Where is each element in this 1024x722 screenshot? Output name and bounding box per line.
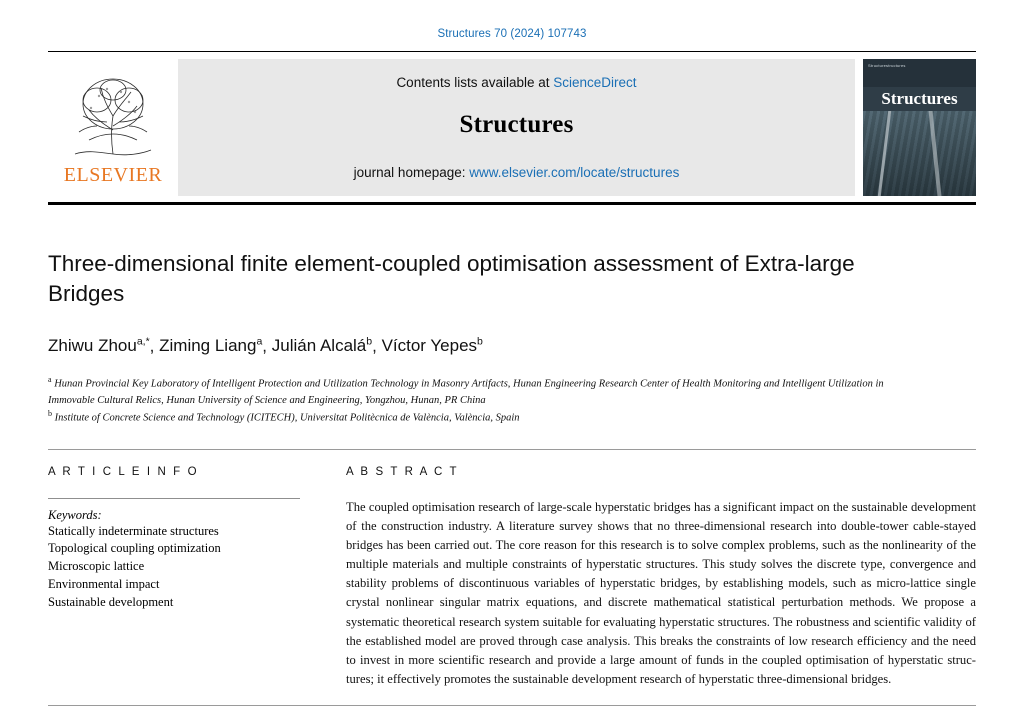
contents-line (396, 75, 636, 90)
homepage-line (354, 165, 680, 180)
info-abstract-columns (48, 466, 976, 689)
abstract-heading: A B S T R A C T (346, 465, 459, 478)
affiliation-a-text: Hunan Provincial Key Laboratory of Intelligent Protection and Utilization Technology in Masonry Artifacts, Hunan Engineering Research Center of Health Monitoring and Intelligent Utilization in Immovable Cultural Relics, Hunan University of Science and Engineering, Yongzhou, Hunan, PR China (48, 378, 884, 406)
cover-title: Structures (863, 87, 976, 111)
journal-band (178, 59, 855, 196)
author-1 (48, 336, 150, 355)
author-3-name: Julián Alcalá (271, 336, 367, 356)
article-info-column (48, 466, 300, 689)
keyword-item: Microscopic lattice (48, 559, 145, 574)
abstract-text: The coupled optimisation research of large-scale hyperstatic bridges has a significant impact on the sustainable development of the construction industry. A literature survey shows that no three-dimensional research into double-tower cable-stayed bridges has been carried out. The core reason for this research is to solve complex problems, such as the nonlinearity of the multiple materials and multiple constraints of hyperstatic structures. This study solves the discrete type, convergence and stability problems of discontinuous variables of hyperstatic bridges, by establishing models, such as micro-lattice single crystal nonlinear singular matrix equations, and discrete mathematical statistical perturbation methods. We propose a systematic theoretical research system suitable for evaluating hyperstatic structures. The robustness and scientific validity of the established model are proved through case analysis. This breaks the constraints of low research efficiency and the need to invest in more scientific research and provide a large amount of funds in the coupled optimisation of hyperstatic struc-tures; it effectively promotes the sustainable development research of hyperstatic three-dimensional bridges. (346, 499, 976, 686)
author-2 (159, 336, 262, 355)
elsevier-wordmark: ELSEVIER (63, 164, 163, 186)
author-1-name: Zhiwu Zhou (48, 336, 137, 356)
elsevier-logo (48, 59, 178, 196)
affiliation-b (48, 408, 928, 426)
sciencedirect-link[interactable]: ScienceDirect (553, 75, 637, 90)
author-4-name: Víctor Yepes (381, 336, 478, 356)
affiliation-b-mark: b (48, 409, 52, 419)
contents-prefix: Contents lists available at (396, 75, 554, 90)
journal-name: Structures (459, 111, 574, 138)
author-2-marks: a (256, 335, 263, 348)
keywords-label: Keywords: (48, 507, 102, 522)
cover-top-text: Structurestructures (868, 63, 906, 68)
author-4 (382, 336, 483, 355)
author-4-marks: b (477, 335, 483, 348)
abstract-column (346, 466, 976, 689)
affiliation-b-text: Institute of Concrete Science and Technology (ICITECH), Universitat Politècnica de València, València, Spain (54, 412, 520, 424)
keyword-item: Statically indeterminate structures (48, 523, 219, 538)
author-2-name: Ziming Liang (159, 336, 257, 356)
affiliation-a (48, 374, 928, 408)
section-divider (48, 449, 976, 450)
keyword-item: Environmental impact (48, 576, 160, 591)
journal-homepage-link[interactable]: www.elsevier.com/locate/structures (469, 165, 680, 180)
affiliation-list (48, 374, 928, 426)
abstract-bottom-rule (48, 705, 976, 706)
keyword-item: Topological coupling optimization (48, 541, 221, 556)
affiliation-a-mark: a (48, 375, 52, 385)
homepage-prefix: journal homepage: (353, 165, 470, 180)
author-1-marks: a,* (136, 335, 150, 348)
header-rule (48, 51, 976, 52)
page-title: Three-dimensional finite element-coupled optimisation assessment of Extra-large Bridges (48, 251, 855, 307)
article-info-heading: A R T I C L E I N F O (48, 465, 199, 478)
author-3 (272, 336, 372, 355)
article-info-rule (48, 498, 300, 499)
author-list: Zhiwu Zhou$^{a,*}$, Ziming Liang$^a$, Julián Alcalá$^b$, Víctor Yepes$^b$ (48, 335, 483, 356)
keyword-item: Sustainable development (48, 594, 174, 609)
cover-photo (863, 111, 976, 196)
journal-cover-image (863, 59, 976, 196)
journal-masthead (48, 59, 976, 196)
elsevier-tree-icon (69, 70, 157, 162)
running-head: Structures 70 (2024) 107743 (437, 28, 587, 40)
masthead-bottom-rule (48, 202, 976, 205)
author-3-marks: b (366, 335, 373, 348)
